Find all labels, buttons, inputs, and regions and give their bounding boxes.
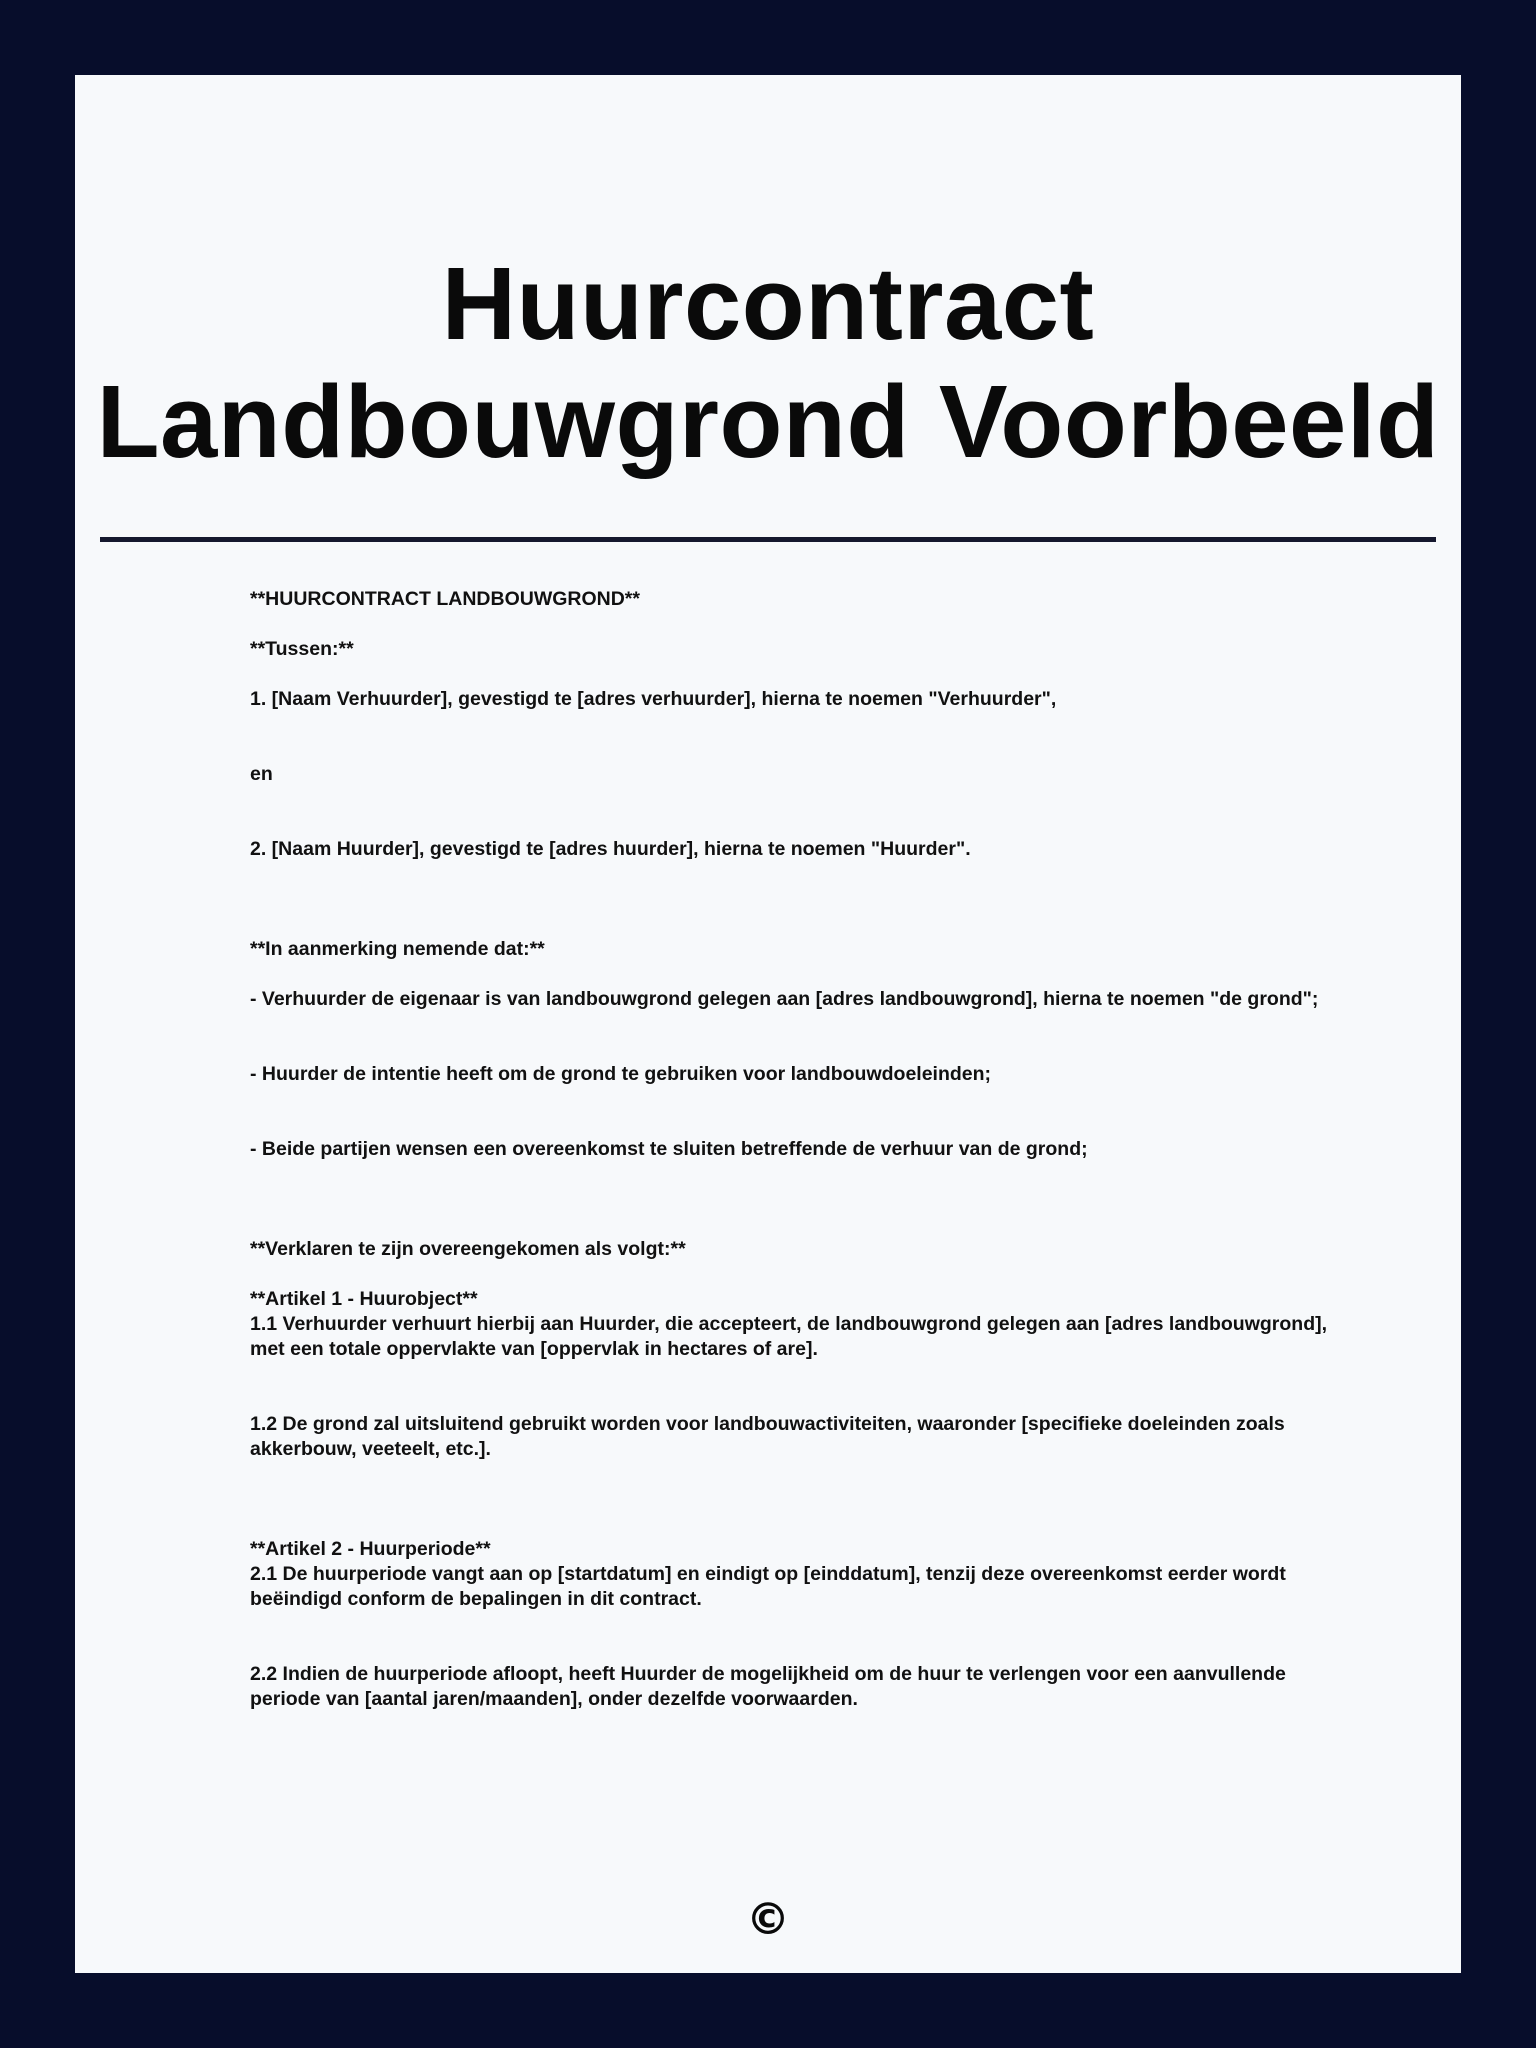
recital-1: - Verhuurder de eigenaar is van landbouwgrond gelegen aan [adres landbouwgrond], hierna te noemen "de grond"; (250, 988, 1319, 1010)
title-line-2: Landbouwgrond Voorbeeld (96, 364, 1440, 479)
article-2-2: 2.2 Indien de huurperiode afloopt, heeft Huurder de mogelijkheid om de huur te verlengen voor een aanvullende periode van [aantal jaren/maanden], onder dezelfde voorwaarden. (250, 1663, 1292, 1710)
document-page (75, 75, 1461, 1973)
copyright-symbol: © (746, 1894, 790, 1945)
between-label: **Tussen:** (250, 638, 354, 660)
recitals-heading: **In aanmerking nemende dat:** (250, 938, 545, 960)
contract-heading: **HUURCONTRACT LANDBOUWGROND** (250, 588, 640, 610)
conjunction-en: en (250, 763, 273, 785)
article-1-2: 1.2 De grond zal uitsluitend gebruikt worden voor landbouwactiviteiten, waaronder [specifieke doeleinden zoals akkerbouw, veeteelt, etc.]. (250, 1413, 1291, 1460)
title-line-1: Huurcontract (441, 246, 1095, 361)
title-divider (100, 537, 1436, 542)
party-landlord: 1. [Naam Verhuurder], gevestigd te [adres verhuurder], hierna te noemen "Verhuurder", (250, 688, 1057, 710)
article-1-1: **Artikel 1 - Huurobject** 1.1 Verhuurder verhuurt hierbij aan Huurder, die accepteert, de landbouwgrond gelegen aan [adres landbouwgrond], met een totale oppervlakte van [oppervlak in hectares of are]. (250, 1288, 1328, 1360)
party-tenant: 2. [Naam Huurder], gevestigd te [adres huurder], hierna te noemen "Huurder". (250, 838, 971, 860)
article-2-1: **Artikel 2 - Huurperiode** 2.1 De huurperiode vangt aan op [startdatum] en eindigt op [einddatum], tenzij deze overeenkomst eerder wordt beëindigd conform de bepalingen in dit contract. (250, 1538, 1286, 1610)
agreement-heading: **Verklaren te zijn overeengekomen als volgt:** (250, 1238, 686, 1260)
contract-body (250, 587, 1340, 1712)
page-title (75, 245, 1461, 481)
recital-3: - Beide partijen wensen een overeenkomst te sluiten betreffende de verhuur van de grond; (250, 1138, 1088, 1160)
recital-2: - Huurder de intentie heeft om de grond te gebruiken voor landbouwdoeleinden; (250, 1063, 992, 1085)
